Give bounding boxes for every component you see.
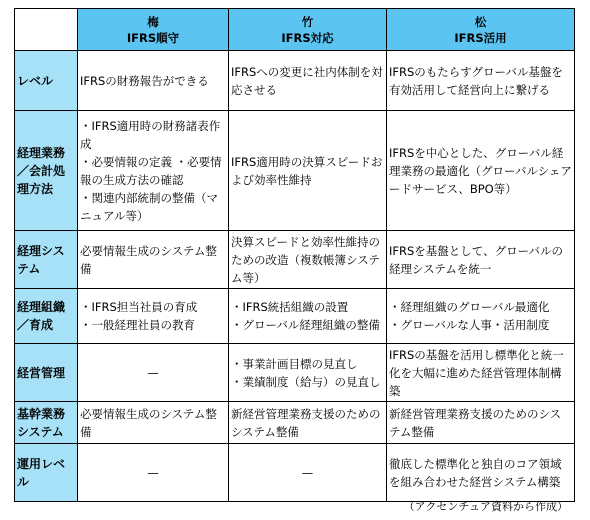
cell-text: 必要情報生成のシステム整備 <box>80 406 217 439</box>
column-header-sub: IFRS活用 <box>454 30 507 45</box>
table-cell <box>78 402 229 444</box>
column-header-name: 松 <box>474 14 487 29</box>
cell-text: ・IFRS統括組織の設置 <box>231 300 349 314</box>
table-cell <box>78 51 229 111</box>
table-cell <box>229 51 387 111</box>
cell-text: IFRSの財務報告ができる <box>80 73 209 88</box>
cell-text: 新経営管理業務支援のためのシステム整備 <box>231 406 381 439</box>
row-header-core-system: 基幹業務システム <box>15 402 78 444</box>
source-note: （アクセンチュア資料から作成） <box>403 500 568 513</box>
table-cell <box>78 344 229 402</box>
table-row <box>15 402 575 444</box>
cell-text: IFRSを中心とした、グローバル経理業務の最適化（グローバルシェアードサービス、BPO等） <box>389 145 572 196</box>
cell-dash: — <box>147 465 159 480</box>
table-cell <box>387 402 575 444</box>
cell-text: ・IFRS担当社員の育成 <box>80 300 198 314</box>
table-cell <box>78 111 229 231</box>
row-header-organization: 経理組織／育成 <box>15 289 78 344</box>
table-cell <box>387 231 575 289</box>
column-header-name: 竹 <box>301 14 314 29</box>
table-cell <box>229 444 387 502</box>
cell-text: ・グローバル経理組織の整備 <box>231 318 380 332</box>
row-header-operation-level: 運用レベル <box>15 444 78 502</box>
table-cell <box>387 51 575 111</box>
cell-dash: — <box>301 465 314 480</box>
column-header-name: 梅 <box>147 14 159 29</box>
table-cell <box>387 344 575 402</box>
column-header-take <box>229 9 387 51</box>
cell-text: IFRSへの変更に社内体制を対応させる <box>231 64 383 97</box>
row-header-accounting-method: 経理業務／会計処理方法 <box>15 111 78 231</box>
row-header-accounting-system: 経理システム <box>15 231 78 289</box>
cell-text: 新経営管理業務支援のためのシステム整備 <box>389 406 562 439</box>
table-cell <box>387 289 575 344</box>
cell-text: ・IFRS適用時の財務諸表作成 <box>80 118 221 151</box>
cell-text: IFRSを基盤として、グローバルの経理システムを統一 <box>389 243 563 276</box>
row-header-management: 経営管理 <box>15 344 78 402</box>
cell-text: ・事業計画目標の見直し <box>231 356 358 371</box>
row-header-level: レベル <box>15 51 78 111</box>
column-header-ume <box>78 9 229 51</box>
cell-text: IFRSの基盤を活用し標準化と統一化を大幅に進めた経営管理体制構築 <box>389 347 564 398</box>
table-cell <box>229 402 387 444</box>
table-cell <box>229 289 387 344</box>
cell-text: IFRSのもたらすグローバル基盤を有効活用して経営向上に繋げる <box>389 64 563 97</box>
corner-cell <box>15 9 78 51</box>
table-row <box>15 344 575 402</box>
table-cell <box>229 344 387 402</box>
table-cell <box>387 444 575 502</box>
column-header-sub: IFRS対応 <box>281 30 334 45</box>
cell-text: ・必要情報の定義 ・必要情報の生成方法の確認 <box>80 154 222 187</box>
table-cell <box>78 289 229 344</box>
table-cell <box>78 444 229 502</box>
cell-text: ・グローバルな人事・活用制度 <box>389 318 550 332</box>
table-cell <box>229 111 387 231</box>
cell-text: ・一般経理社員の教育 <box>80 318 195 332</box>
table-cell <box>229 231 387 289</box>
cell-text: 徹底した標準化と独自のコア領域を組み合わせた経営システム構築 <box>389 456 562 489</box>
cell-text: 必要情報生成のシステム整備 <box>80 243 217 276</box>
column-header-sub: IFRS順守 <box>126 30 180 45</box>
table-cell <box>387 111 575 231</box>
cell-text: ・業績制度（給与）の見直し <box>231 374 381 389</box>
cell-text: 決算スピードと効率性維持のための改造（複数帳簿システム等） <box>231 234 381 285</box>
cell-text: ・関連内部統制の整備（マニュアル等） <box>80 190 218 223</box>
column-header-matsu <box>387 9 575 51</box>
cell-text: ・経理組織のグローバル最適化 <box>389 300 550 314</box>
table-row <box>15 289 575 344</box>
table-row <box>15 51 575 111</box>
ifrs-comparison-table <box>14 8 575 502</box>
table-cell <box>78 231 229 289</box>
table-row <box>15 231 575 289</box>
cell-dash: — <box>147 365 159 380</box>
table-row <box>15 444 575 502</box>
table-row <box>15 111 575 231</box>
cell-text: IFRS適用時の決算スピードおよび効率性維持 <box>231 154 383 187</box>
